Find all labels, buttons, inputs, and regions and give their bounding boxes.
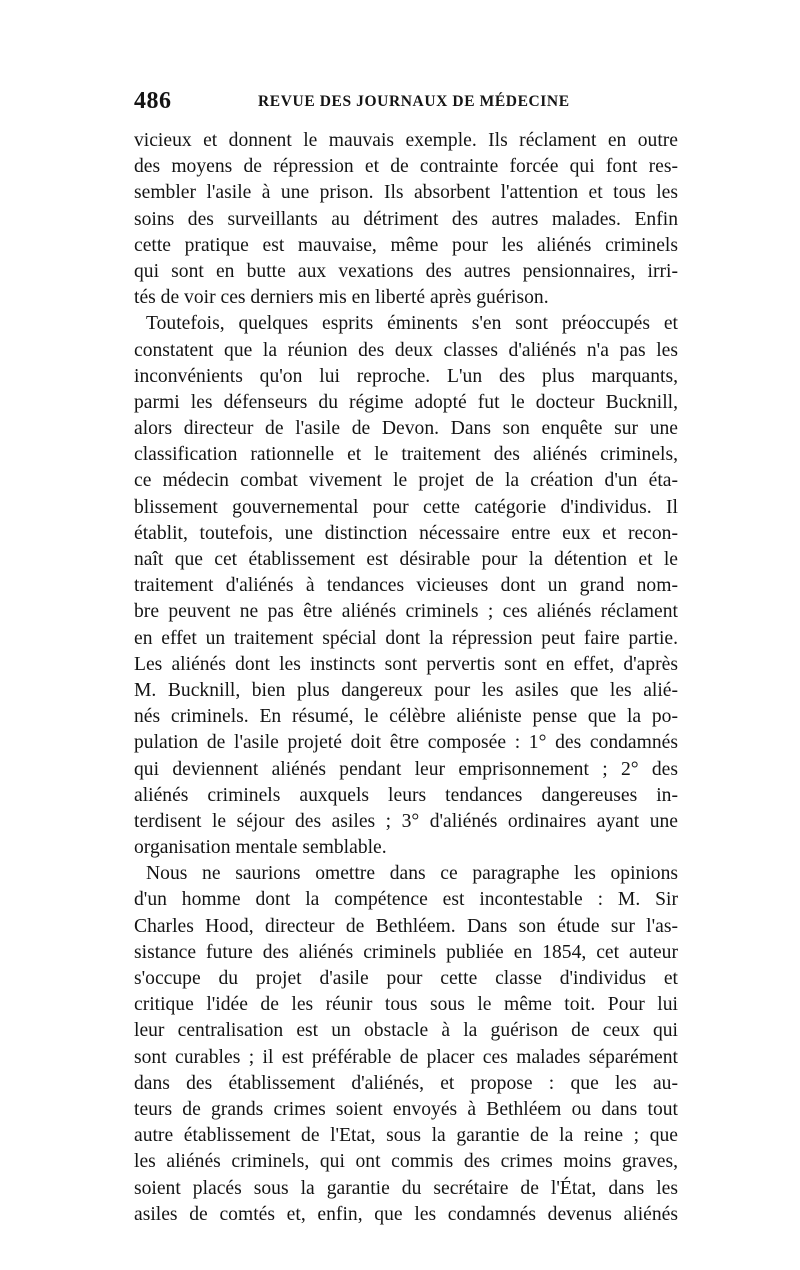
page-number: 486 [134, 88, 172, 114]
text-line: inconvénients qu'on lui reproche. L'un des plus marquants, [134, 365, 678, 387]
text-line: soins des surveillants au détriment des autres malades. Enfin [134, 208, 678, 230]
text-line: Charles Hood, directeur de Bethléem. Dans son étude sur l'as- [134, 915, 678, 937]
text-line: établit, toutefois, une distinction nécessaire entre eux et recon- [134, 522, 678, 544]
body-text [134, 128, 678, 1228]
text-line: asiles de comtés et, enfin, que les condamnés devenus aliénés [134, 1203, 678, 1225]
text-line: M. Bucknill, bien plus dangereux pour les asiles que les alié- [134, 679, 678, 701]
running-head [128, 88, 676, 118]
text-line: qui sont en butte aux vexations des autres pensionnaires, irri- [134, 260, 678, 282]
text-line: classification rationnelle et le traitement des aliénés criminels, [134, 444, 678, 466]
text-line: ce médecin combat vivement le projet de la création d'un éta- [134, 470, 678, 492]
text-line: sont curables ; il est préférable de placer ces malades séparément [134, 1046, 678, 1068]
text-line: parmi les défenseurs du régime adopté fut le docteur Bucknill, [134, 391, 678, 413]
text-line: des moyens de répression et de contrainte forcée qui font res- [134, 156, 678, 178]
text-line: s'occupe du projet d'asile pour cette classe d'individus et [134, 968, 678, 989]
text-line: pulation de l'asile projeté doit être composée : 1° des condamnés [134, 732, 678, 754]
text-line: alors directeur de l'asile de Devon. Dans son enquête sur une [134, 418, 678, 440]
text-line: aliénés criminels auxquels leurs tendances dangereuses in- [134, 784, 678, 806]
text-line: dans des établissement d'aliénés, et propose : que les au- [134, 1072, 678, 1094]
text-line: bre peuvent ne pas être aliénés criminels ; ces aliénés réclament [134, 601, 678, 623]
text-line: sistance future des aliénés criminels publiée en 1854, cet auteur [134, 941, 678, 963]
text-line: Nous ne saurions omettre dans ce paragraphe les opinions [146, 863, 678, 885]
text-line: constatent que la réunion des deux classes d'aliénés n'a pas les [134, 339, 678, 361]
text-line: cette pratique est mauvaise, même pour les aliénés criminels [134, 234, 678, 256]
text-line: blissement gouvernemental pour cette catégorie d'individus. Il [134, 496, 678, 518]
text-line: tés de voir ces derniers mis en liberté après guérison. [134, 287, 549, 309]
text-line: naît que cet établissement est désirable pour la détention et le [134, 549, 678, 570]
text-line: les aliénés criminels, qui ont commis des crimes moins graves, [134, 1151, 678, 1173]
text-line: qui deviennent aliénés pendant leur emprisonnement ; 2° des [134, 758, 678, 780]
text-line: critique l'idée de les réunir tous sous le même toit. Pour lui [134, 994, 678, 1016]
text-line: d'un homme dont la compétence est incontestable : M. Sir [134, 889, 678, 911]
text-line: soient placés sous la garantie du secrétaire de l'État, dans les [134, 1177, 678, 1199]
text-line: autre établissement de l'Etat, sous la garantie de la reine ; que [134, 1125, 678, 1147]
text-line: terdisent le séjour des asiles ; 3° d'aliénés ordinaires ayant une [134, 810, 678, 832]
text-line: traitement d'aliénés à tendances vicieuses dont un grand nom- [134, 575, 678, 597]
text-line: nés criminels. En résumé, le célèbre aliéniste pense que la po- [134, 706, 678, 728]
text-line: sembler l'asile à une prison. Ils absorbent l'attention et tous les [134, 182, 678, 204]
text-line: organisation mentale semblable. [134, 837, 387, 859]
text-line: en effet un traitement spécial dont la répression peut faire partie. [134, 627, 678, 649]
running-title: REVUE DES JOURNAUX DE MÉDECINE [258, 93, 570, 110]
text-line: Les aliénés dont les instincts sont pervertis sont en effet, d'après [134, 653, 678, 675]
text-line: Toutefois, quelques esprits éminents s'en sont préoccupés et [146, 313, 678, 335]
text-line: vicieux et donnent le mauvais exemple. Ils réclament en outre [134, 130, 678, 151]
text-line: teurs de grands crimes soient envoyés à Bethléem ou dans tout [134, 1098, 678, 1120]
text-line: leur centralisation est un obstacle à la guérison de ceux qui [134, 1020, 678, 1042]
